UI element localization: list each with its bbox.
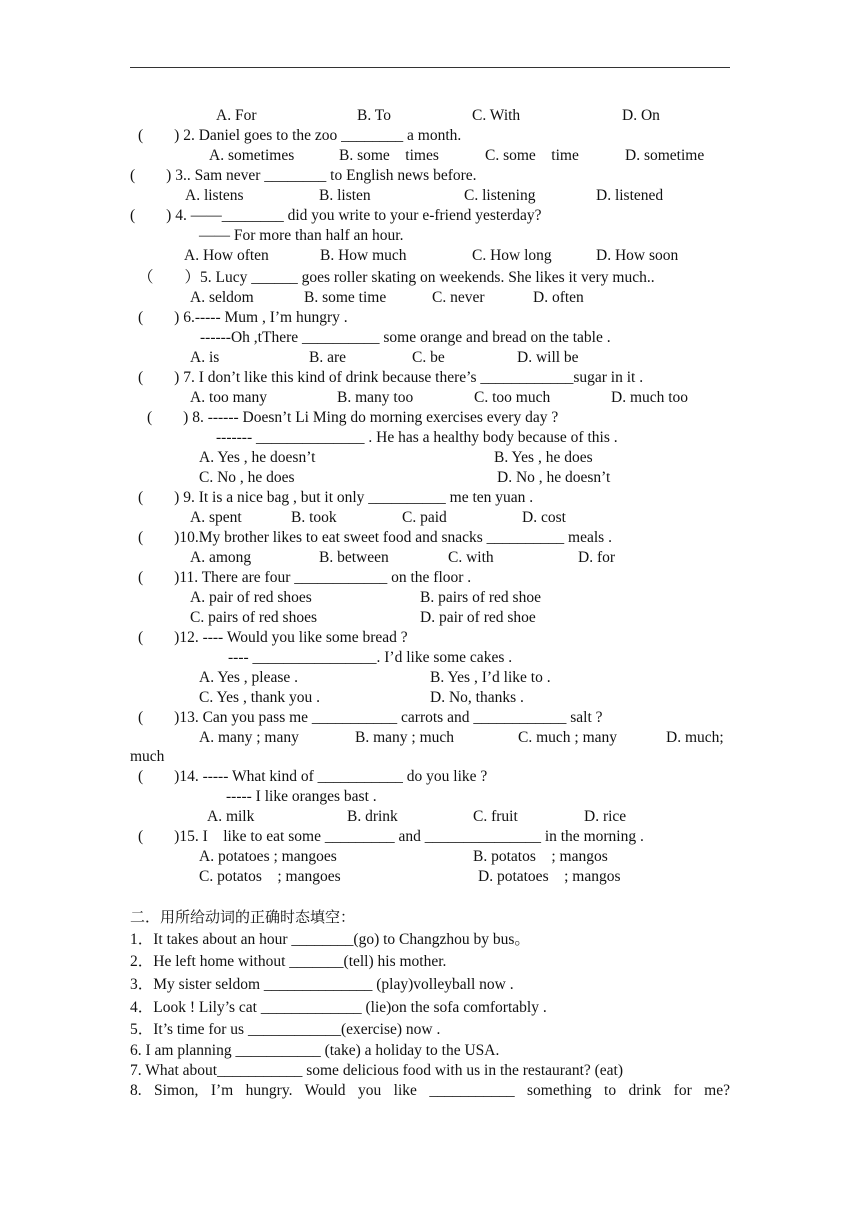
q13-option-a: A. many ; many — [199, 729, 299, 746]
q1-option-d: D. On — [622, 107, 660, 124]
q7-option-b: B. many too — [337, 389, 414, 406]
q2-stem: ( ) 2. Daniel goes to the zoo ________ a month. — [138, 127, 462, 144]
q13-option-d: D. much; — [666, 729, 724, 746]
q4-option-d: D. How soon — [596, 247, 679, 264]
q3-option-b: B. listen — [319, 187, 371, 204]
q15-stem: ( )15. I like to eat some _________ and _______________ in the morning . — [138, 828, 644, 845]
fill-item-2: 2．He left home without _______(tell) his mother. — [130, 953, 447, 970]
q1-option-b: B. To — [357, 107, 391, 124]
q10-stem: ( )10.My brother likes to eat sweet food and snacks __________ meals . — [138, 529, 612, 546]
q14-reply: ----- I like oranges bast . — [226, 788, 377, 805]
q12-option-d: D. No, thanks . — [430, 689, 524, 706]
q10-option-a: A. among — [190, 549, 252, 566]
fill-item-7: 7. What about___________ some delicious food with us in the restaurant? (eat) — [130, 1062, 624, 1079]
q5-option-c: C. never — [432, 289, 485, 306]
q3-option-d: D. listened — [596, 187, 664, 204]
section2-title: 二．用所给动词的正确时态填空： — [130, 908, 356, 926]
q13-stem: ( )13. Can you pass me ___________ carrots and ____________ salt ? — [138, 709, 603, 726]
q9-option-c: C. paid — [402, 509, 447, 526]
q9-stem: ( ) 9. It is a nice bag , but it only __________ me ten yuan . — [138, 489, 534, 506]
q11-option-c: C. pairs of red shoes — [190, 609, 317, 626]
q4-option-c: C. How long — [472, 247, 552, 264]
q15-option-c: C. potatos ; mangoes — [199, 868, 341, 885]
fill-item-5: 5．It’s time for us ____________(exercise) now . — [130, 1021, 441, 1038]
fill-item-4: 4．Look ! Lily’s cat _____________ (lie)on the sofa comfortably . — [130, 999, 547, 1016]
header-rule — [130, 67, 730, 68]
q15-option-a: A. potatoes ; mangoes — [199, 848, 337, 865]
q14-option-c: C. fruit — [473, 808, 518, 825]
q8-option-a: A. Yes , he doesn’t — [199, 449, 316, 466]
q6-option-a: A. is — [190, 349, 220, 366]
q12-stem: ( )12. ---- Would you like some bread ? — [138, 629, 408, 646]
q7-option-c: C. too much — [474, 389, 551, 406]
q9-option-d: D. cost — [522, 509, 566, 526]
q5-option-b: B. some time — [304, 289, 387, 306]
q8-stem: ( ) 8. ------ Doesn’t Li Ming do morning exercises every day ? — [147, 409, 559, 426]
q2-option-a: A. sometimes — [209, 147, 295, 164]
q5-option-d: D. often — [533, 289, 584, 306]
q4-stem: ( ) 4. ——________ did you write to your e-friend yesterday? — [130, 207, 542, 224]
q13-option-c: C. much ; many — [518, 729, 618, 746]
q14-option-d: D. rice — [584, 808, 627, 825]
q11-option-a: A. pair of red shoes — [190, 589, 312, 606]
q12-option-a: A. Yes , please . — [199, 669, 299, 686]
q6-reply: ------Oh ,tThere __________ some orange and bread on the table . — [200, 329, 611, 346]
q6-option-d: D. will be — [517, 349, 579, 366]
q6-stem: ( ) 6.----- Mum , I’m hungry . — [138, 309, 348, 326]
q15-option-b: B. potatos ; mangos — [473, 848, 608, 865]
q4-option-b: B. How much — [320, 247, 407, 264]
q8-option-d: D. No , he doesn’t — [497, 469, 611, 486]
q8-option-c: C. No , he does — [199, 469, 295, 486]
q14-option-b: B. drink — [347, 808, 398, 825]
q14-stem: ( )14. ----- What kind of ___________ do you like ? — [138, 768, 488, 785]
q7-option-a: A. too many — [190, 389, 268, 406]
q15-option-d: D. potatoes ; mangos — [478, 868, 621, 885]
q13-option-d-wrap: much — [130, 748, 165, 765]
q10-option-d: D. for — [578, 549, 616, 566]
q8-reply: ------- ______________ . He has a healthy body because of this . — [216, 429, 618, 446]
q1-option-a: A. For — [216, 107, 257, 124]
q13-option-b: B. many ; much — [355, 729, 455, 746]
q5-option-a: A. seldom — [190, 289, 254, 306]
q4-reply: —— For more than half an hour. — [199, 227, 404, 244]
q7-option-d: D. much too — [611, 389, 689, 406]
q14-option-a: A. milk — [207, 808, 255, 825]
q7-stem: ( ) 7. I don’t like this kind of drink because there’s ____________sugar in it . — [138, 369, 644, 386]
q3-option-c: C. listening — [464, 187, 536, 204]
q12-option-b: B. Yes , I’d like to . — [430, 669, 551, 686]
q10-option-b: B. between — [319, 549, 389, 566]
q12-reply: ---- ________________. I’d like some cakes . — [228, 649, 513, 666]
fill-item-8: 8. Simon, I’m hungry. Would you like ___________ something to drink for me? — [130, 1082, 730, 1099]
q3-stem: ( ) 3.. Sam never ________ to English news before. — [130, 167, 477, 184]
fill-item-3: 3．My sister seldom ______________ (play)volleyball now . — [130, 976, 514, 993]
q9-option-b: B. took — [291, 509, 337, 526]
q6-option-c: C. be — [412, 349, 445, 366]
q11-option-d: D. pair of red shoe — [420, 609, 536, 626]
q2-option-c: C. some time — [485, 147, 579, 164]
q12-option-c: C. Yes , thank you . — [199, 689, 321, 706]
q11-option-b: B. pairs of red shoe — [420, 589, 541, 606]
fill-item-1: 1．It takes about an hour ________(go) to Changzhou by bus。 — [130, 931, 530, 948]
q3-option-a: A. listens — [185, 187, 244, 204]
q9-option-a: A. spent — [190, 509, 242, 526]
q5-stem: （ ）5. Lucy ______ goes roller skating on weekends. She likes it very much.. — [138, 269, 655, 286]
q1-option-c: C. With — [472, 107, 521, 124]
q2-option-b: B. some times — [339, 147, 439, 164]
q6-option-b: B. are — [309, 349, 347, 366]
q11-stem: ( )11. There are four ____________ on the floor . — [138, 569, 472, 586]
fill-item-6: 6. I am planning ___________ (take) a holiday to the USA. — [130, 1042, 500, 1059]
q4-option-a: A. How often — [184, 247, 269, 264]
q8-option-b: B. Yes , he does — [494, 449, 593, 466]
q2-option-d: D. sometime — [625, 147, 705, 164]
q10-option-c: C. with — [448, 549, 494, 566]
